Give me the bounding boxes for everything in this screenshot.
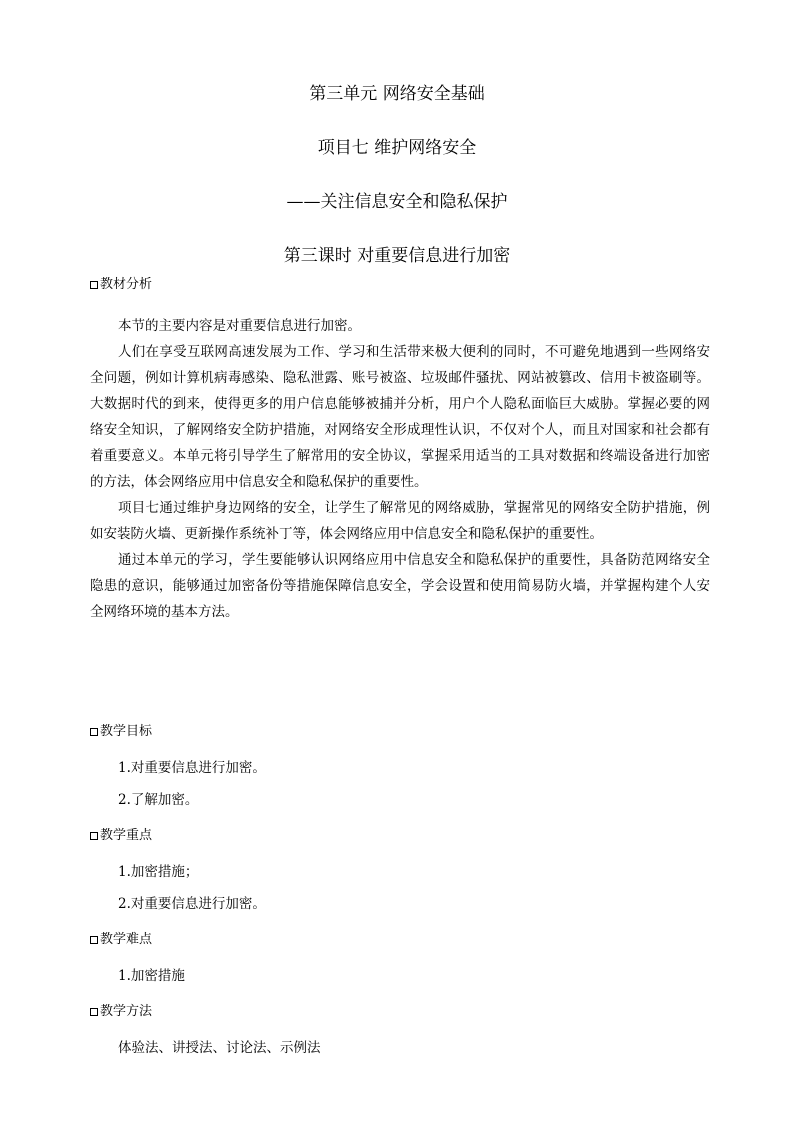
document-title-block xyxy=(0,84,794,266)
key-points-section xyxy=(90,827,710,914)
checkbox-icon xyxy=(90,281,98,289)
analysis-paragraph: 人们在享受互联网高速发展为工作、学习和生活带来极大便利的同时，不可避免地遇到一些网络安全问题，例如计算机病毒感染、隐私泄露、账号被盗、垃圾邮件骚扰、网站被篡改、信用卡被盗刷等。大数据时代的到来，使得更多的用户信息能够被捕并分析，用户个人隐私面临巨大威胁。掌握必要的网络安全知识，了解网络安全防护措施，对网络安全形成理性认识，不仅对个人，而且对国家和社会都有着重要意义。本单元将引导学生了解常用的安全协议，掌握采用适当的工具对数据和终端设备进行加密的方法，体会网络应用中信息安全和隐私保护的重要性。 xyxy=(90,344,710,490)
analysis-heading-label: 教材分析 xyxy=(100,277,153,292)
key-points-heading-label: 教学重点 xyxy=(100,828,153,843)
difficulties-section xyxy=(90,931,710,986)
checkbox-icon xyxy=(90,936,98,944)
key-point-item: 1.加密措施； xyxy=(118,864,199,880)
analysis-paragraph: 本节的主要内容是对重要信息进行加密。 xyxy=(118,318,361,334)
objective-item: 2.了解加密。 xyxy=(118,792,199,808)
methods-heading xyxy=(90,1003,710,1021)
checkbox-icon xyxy=(90,832,98,840)
objectives-section xyxy=(90,723,710,810)
analysis-heading xyxy=(90,276,710,294)
analysis-section xyxy=(90,276,710,625)
checkbox-icon xyxy=(90,728,98,736)
objective-item: 1.对重要信息进行加密。 xyxy=(118,760,266,776)
subtitle: ——关注信息安全和隐私保护 xyxy=(286,192,508,212)
difficulties-heading-label: 教学难点 xyxy=(100,932,153,947)
project-title: 项目七 维护网络安全 xyxy=(317,138,477,158)
method-item: 体验法、讲授法、讨论法、示例法 xyxy=(118,1040,321,1056)
analysis-paragraph: 项目七通过维护身边网络的安全，让学生了解常见的网络威胁，掌握常见的网络安全防护措施，例如安装防火墙、更新操作系统补丁等，体会网络应用中信息安全和隐私保护的重要性。 xyxy=(90,500,710,542)
difficulty-item: 1.加密措施 xyxy=(118,968,185,984)
objectives-heading xyxy=(90,723,710,741)
analysis-paragraph: 通过本单元的学习，学生要能够认识网络应用中信息安全和隐私保护的重要性，具备防范网络安全隐患的意识，能够通过加密备份等措施保障信息安全，学会设置和使用简易防火墙，并掌握构建个人安全网络环境的基本方法。 xyxy=(90,552,710,620)
methods-heading-label: 教学方法 xyxy=(100,1004,153,1019)
lesson-title: 第三课时 对重要信息进行加密 xyxy=(283,246,511,266)
methods-section xyxy=(90,1003,710,1058)
key-points-heading xyxy=(90,827,710,845)
unit-title: 第三单元 网络安全基础 xyxy=(309,84,485,104)
key-point-item: 2.对重要信息进行加密。 xyxy=(118,896,266,912)
checkbox-icon xyxy=(90,1008,98,1016)
difficulties-heading xyxy=(90,931,710,949)
objectives-heading-label: 教学目标 xyxy=(100,724,153,739)
